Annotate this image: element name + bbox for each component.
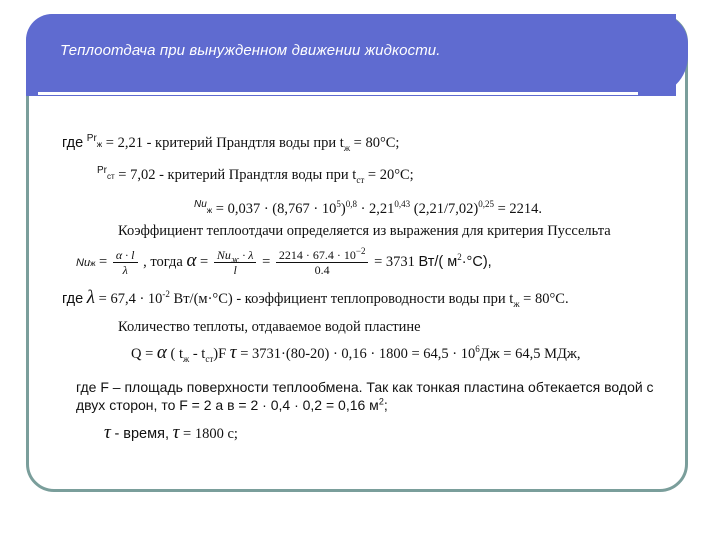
slide-title: Теплоотдача при вынужденном движении жидкости. [60,42,441,59]
q-t-wall-sub: ст [205,353,214,364]
nu-ratio-power: 0,25 [478,199,494,210]
pr-wall-subscript: ст [107,172,115,181]
pr-wall-symbol: Pr [97,165,107,176]
q-temp-close: )F [213,346,227,362]
nu-formula-symbol: Nu [76,257,91,269]
area-calc-exp: 2 [378,396,384,407]
fraction3-numerator [276,248,369,263]
q-calc-text: = 3731·(80-20) · 0,16 · 1800 = 64,5 · 10 [240,346,476,362]
line-q-calc [131,344,581,363]
line-alpha-formula [76,246,492,279]
q-temp-minus: - t [192,346,206,362]
line-heat-quantity-intro [118,318,421,336]
fraction2-lambda: · λ [242,248,254,263]
alpha-unit-rest: ·°С), [461,254,492,270]
line-time [104,424,238,443]
nu-formula-subscript: ж [90,259,96,268]
t-water-value: = 80°C; [353,135,400,151]
fraction1-denominator: λ [122,263,128,278]
eq-sign-3: = [262,254,271,270]
nu-re-power: 0,8 [345,199,357,210]
nu-re-close: ) [340,201,346,217]
line-nu-calc [194,200,542,220]
t-wall-value: = 20°C; [367,167,414,183]
t-subscript: ж [343,142,351,153]
title-underline [38,92,638,95]
lambda-value: = 67,4 · 10 [98,291,163,307]
lambda-text: Вт/(м·°С) - коэффициент теплопроводности воды при t [173,291,514,307]
line-lambda [62,289,569,308]
fraction2-nu: Nu [216,248,231,263]
nu-coef: = 0,037 · [215,201,269,217]
pr-water-text: = 2,21 - критерий Прандтля воды при [105,135,337,151]
nu-ratio: (2,21/7,02) [413,201,479,217]
q-calc-exp: 6 [475,344,480,355]
line-area-desc [76,378,654,396]
area-calc-text: двух сторон, то F = 2 а в = 2 · 0,4 · 0,2 = 0,16 м [76,397,379,413]
nu-re-exp: 5 [336,199,341,210]
nu-subscript: ж [206,206,213,215]
fraction2-numerator [214,248,257,263]
where-label-2: где [62,291,84,307]
line-heat-coef-intro [118,222,611,240]
lambda-t-subscript: ж [513,298,520,309]
q-t-water-sub: ж [183,353,190,364]
fraction2-denominator: l [233,263,237,278]
alpha-unit: Вт/( м [418,254,458,270]
fraction3-denominator: 0.4 [314,263,330,278]
pr-wall-text: = 7,02 - критерий Прандтля воды при t [118,167,357,183]
eq-sign-2: = [200,254,209,270]
fraction-numeric [276,248,369,277]
q-result: Дж = 64,5 МДж, [479,346,581,362]
time-tau-symbol-2: τ [172,422,180,443]
pr-subscript: ж [96,140,103,149]
time-label: - время, [114,426,169,442]
heat-quantity-intro-text: Количество теплоты, отдаваемое водой пластине [118,319,421,335]
nu-symbol: Nu [194,199,207,210]
lambda-exp: -2 [162,289,170,300]
q-temp-open: ( t [170,346,183,362]
then-label: , тогда [143,254,183,270]
heat-coef-intro-text: Коэффициент теплоотдачи определяется из выражения для критерия Пуссельта [118,223,611,239]
t-wall-subscript: ст [356,174,365,185]
area-calc-end: ; [383,397,388,413]
alpha-unit-exp: 2 [457,252,462,263]
nu-pr-base: · 2,21 [360,201,395,217]
lambda-symbol: λ [86,287,96,308]
eq-sign: = [99,254,108,270]
q-alpha-symbol: α [156,342,167,363]
where-label: где [62,135,84,151]
line-pr-water [62,134,399,154]
fraction2-nu-sub: ж [230,254,240,265]
nu-pr-power: 0,43 [394,199,411,210]
nu-result: = 2214. [497,201,543,217]
fraction-nu-lambda-l [214,248,257,277]
fraction1-numerator: α · l [113,248,138,263]
time-tau-symbol: τ [104,422,111,443]
line-area-calc [76,396,388,414]
pr-symbol: Pr [86,133,97,144]
area-desc-text: где F – площадь поверхности теплообмена. Так как тонкая пластина обтекается водой с [76,379,654,395]
alpha-result: = 3731 [374,254,415,270]
nu-re-base: (8,767 · 10 [272,201,337,217]
fraction-alpha-l-lambda [113,248,138,277]
time-value: = 1800 с; [183,426,238,442]
lambda-t-value: = 80°С. [523,291,569,307]
q-label: Q = [131,346,154,362]
alpha-symbol: α [186,250,197,271]
fraction3-num-text: 2214 · 67.4 · 10 [278,248,356,263]
t-symbol: t [339,135,344,151]
q-tau-symbol: τ [229,342,237,363]
line-pr-wall [97,166,414,186]
fraction3-num-exp: −2 [355,246,366,257]
